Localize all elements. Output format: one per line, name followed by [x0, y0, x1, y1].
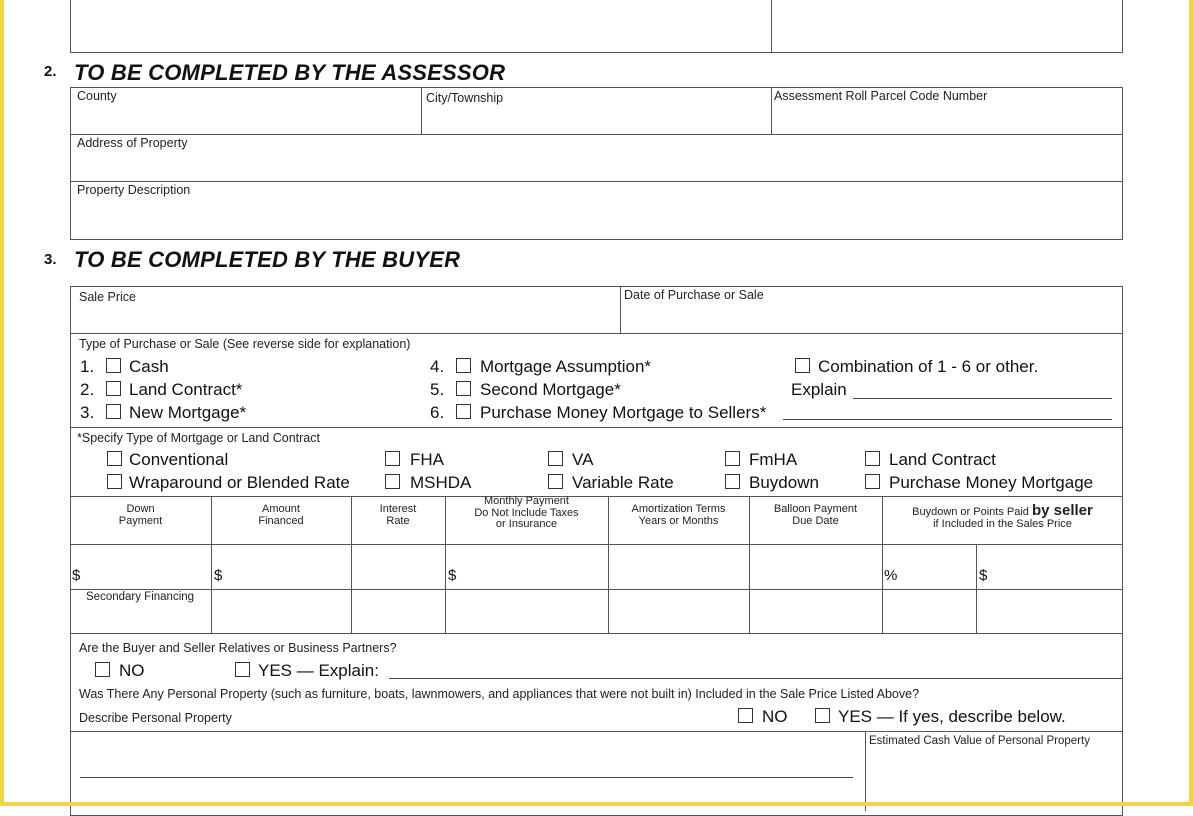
divider: [70, 589, 1123, 590]
city-township-field[interactable]: City/Township: [426, 91, 504, 105]
specify-type-label: *Specify Type of Mortgage or Land Contract: [77, 431, 320, 445]
mshda-checkbox[interactable]: [385, 474, 400, 489]
assessor-box: [70, 87, 1123, 240]
divider: [70, 633, 1123, 634]
second-mortgage-checkbox[interactable]: [456, 381, 471, 396]
divider: [620, 286, 621, 333]
relatives-yes-checkbox[interactable]: [235, 662, 250, 677]
monthly-payment-dollar: $: [448, 567, 457, 584]
variable-rate-label: Variable Rate: [572, 473, 674, 492]
personal-property-no-checkbox[interactable]: [738, 708, 753, 723]
variable-rate-checkbox[interactable]: [548, 474, 563, 489]
conventional-label: Conventional: [129, 450, 229, 469]
divider: [421, 87, 422, 134]
section2-number: 2.: [44, 63, 57, 80]
personal-property-describe-line[interactable]: [80, 777, 853, 778]
amount-financed-dollar: $: [214, 567, 223, 584]
interest-rate-header: Interest Rate: [379, 503, 417, 527]
fmha-label: FmHA: [749, 450, 798, 469]
mortgage-assumption-label: Mortgage Assumption*: [480, 357, 652, 376]
personal-property-yes-checkbox[interactable]: [815, 708, 830, 723]
divider: [70, 427, 1123, 428]
down-payment-dollar: $: [72, 567, 81, 584]
purchase-money-mortgage-checkbox[interactable]: [456, 404, 471, 419]
parcel-code-field[interactable]: Assessment Roll Parcel Code Number: [774, 89, 988, 103]
buydown-suffix: if Included in the Sales Price: [933, 517, 1072, 530]
personal-property-no-label: NO: [762, 707, 788, 726]
balloon-header: Balloon Payment Due Date: [773, 503, 858, 527]
buydown-checkbox[interactable]: [725, 474, 740, 489]
new-mortgage-checkbox[interactable]: [106, 404, 121, 419]
amortization-header: Amortization Terms Years or Months: [631, 503, 726, 527]
purchase-money-mortgage-label: Purchase Money Mortgage to Sellers*: [480, 403, 767, 422]
buydown-label: Buydown: [749, 473, 819, 492]
monthly-payment-header: Monthly Payment Do Not Include Taxes or Insurance: [474, 495, 579, 530]
land-contract-type-checkbox[interactable]: [865, 451, 880, 466]
section1-partial-box: [70, 0, 1123, 53]
fha-label: FHA: [410, 450, 444, 469]
land-contract-type-label: Land Contract: [889, 450, 996, 469]
type-4-num: 4.: [430, 357, 445, 376]
purchase-money-type-label: Purchase Money Mortgage: [889, 473, 1094, 492]
estimated-cash-value-label: Estimated Cash Value of Personal Property: [869, 735, 1090, 747]
new-mortgage-label: New Mortgage*: [129, 403, 247, 422]
divider: [70, 181, 1123, 182]
divider: [771, 87, 772, 134]
buydown-points-header: [882, 502, 1123, 530]
second-mortgage-label: Second Mortgage*: [480, 380, 621, 399]
land-contract-label: Land Contract*: [129, 380, 243, 399]
cash-label: Cash: [129, 357, 169, 376]
va-checkbox[interactable]: [548, 451, 563, 466]
mshda-label: MSHDA: [410, 473, 472, 492]
combination-label: Combination of 1 - 6 or other.: [818, 357, 1039, 376]
wraparound-label: Wraparound or Blended Rate: [129, 473, 350, 492]
section2-title: TO BE COMPLETED BY THE ASSESSOR: [74, 60, 506, 85]
combination-checkbox[interactable]: [795, 358, 810, 373]
section1-divider: [771, 0, 772, 52]
relatives-question: Are the Buyer and Seller Relatives or Business Partners?: [79, 641, 397, 655]
divider: [70, 134, 1123, 135]
relatives-no-checkbox[interactable]: [95, 662, 110, 677]
describe-personal-property-label: Describe Personal Property: [79, 711, 232, 725]
conventional-checkbox[interactable]: [107, 451, 122, 466]
divider: [70, 731, 1123, 732]
points-percent: %: [884, 567, 898, 584]
down-payment-header: Down Payment: [118, 503, 163, 527]
personal-property-question: Was There Any Personal Property (such as furniture, boats, lawnmowers, and appliances that were not built in) Included in the Sale Price Listed Above?: [79, 687, 920, 701]
divider: [70, 333, 1123, 334]
relatives-no-label: NO: [119, 661, 145, 680]
type-1-num: 1.: [80, 357, 95, 376]
fmha-checkbox[interactable]: [725, 451, 740, 466]
amount-financed-header: Amount Financed: [258, 503, 304, 527]
type-6-num: 6.: [430, 403, 445, 422]
secondary-financing-label: Secondary Financing: [86, 591, 195, 603]
section3-title: TO BE COMPLETED BY THE BUYER: [74, 247, 461, 272]
explain-label: Explain: [791, 380, 847, 399]
explain-line-2[interactable]: [783, 419, 1112, 420]
section3-number: 3.: [44, 251, 57, 268]
mortgage-assumption-checkbox[interactable]: [456, 358, 471, 373]
personal-property-yes-label: YES — If yes, describe below.: [838, 707, 1066, 726]
divider: [976, 544, 977, 633]
address-field[interactable]: Address of Property: [77, 136, 188, 150]
divider: [865, 731, 866, 811]
land-contract-checkbox[interactable]: [106, 381, 121, 396]
purchase-money-type-checkbox[interactable]: [865, 474, 880, 489]
type-5-num: 5.: [430, 380, 445, 399]
cash-checkbox[interactable]: [106, 358, 121, 373]
relatives-explain-line[interactable]: [389, 678, 1123, 679]
points-dollar: $: [979, 567, 988, 584]
property-description-field[interactable]: Property Description: [77, 183, 191, 197]
wraparound-checkbox[interactable]: [107, 474, 122, 489]
relatives-yes-label: YES — Explain:: [258, 661, 379, 680]
va-label: VA: [572, 450, 594, 469]
buydown-prefix: Buydown or Points Paid: [912, 506, 1032, 518]
type-of-purchase-label: Type of Purchase or Sale (See reverse side for explanation): [79, 337, 411, 351]
sale-price-field[interactable]: Sale Price: [79, 290, 136, 304]
explain-line-1[interactable]: [853, 398, 1112, 399]
county-field[interactable]: County: [77, 89, 117, 103]
by-seller-text: by seller: [1031, 502, 1093, 519]
date-of-sale-field[interactable]: Date of Purchase or Sale: [624, 288, 764, 302]
divider: [70, 544, 1123, 545]
type-2-num: 2.: [80, 380, 95, 399]
type-3-num: 3.: [80, 403, 95, 422]
fha-checkbox[interactable]: [385, 451, 400, 466]
